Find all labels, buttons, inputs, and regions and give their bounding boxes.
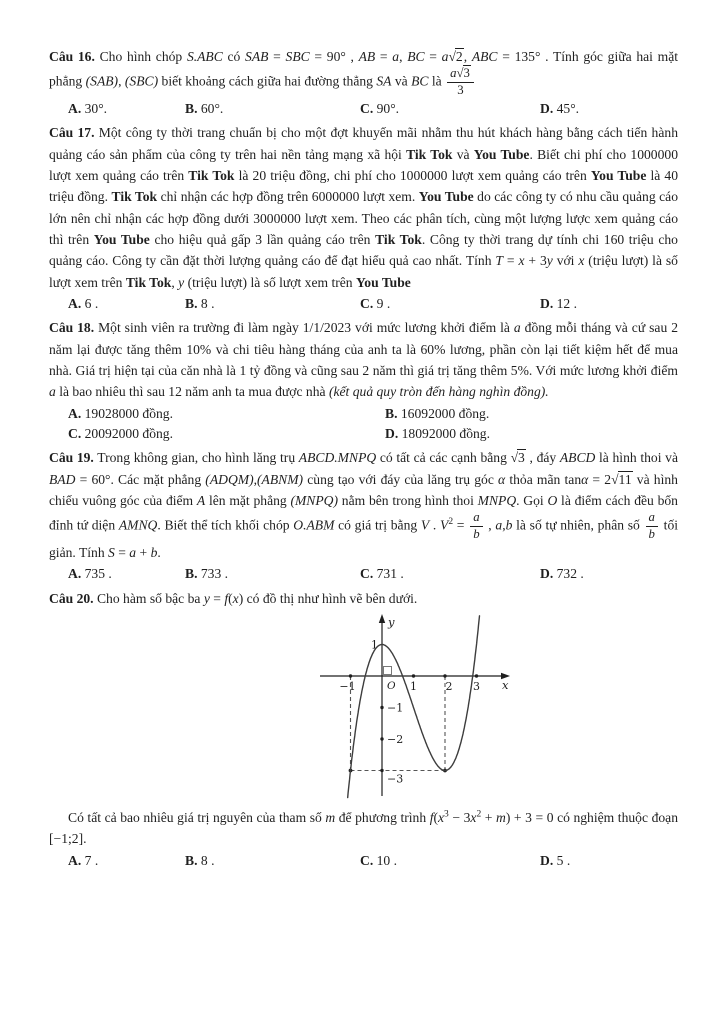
question-text: [49, 447, 678, 563]
text-run: a: [648, 510, 655, 525]
option-value: 8 .: [200, 852, 215, 868]
question-number: Câu 20.: [49, 590, 94, 606]
text-run: A: [196, 493, 206, 509]
text-run: là 20 triệu đồng, chi phí cho 1000000 lượt xem quảng cáo trên: [234, 168, 591, 183]
text-run: . Biết chi phí cho 1000000 lượt xem quảng cáo trên: [49, 146, 678, 183]
text-run: ,: [502, 517, 506, 533]
question-number: Câu 17.: [49, 125, 95, 141]
x-tick-dot: [411, 674, 414, 677]
option-letter: A.: [68, 405, 82, 421]
text-run: (triệu lượt) là số lượt xem trên: [49, 253, 678, 290]
text-run: có giá trị bằng: [334, 517, 421, 533]
option-letter: C.: [360, 566, 374, 582]
option-value: 7 .: [84, 852, 99, 868]
text-run: có tất cả các cạnh bằng: [376, 450, 511, 466]
text-run: =: [502, 253, 519, 269]
text-run: lên mặt phẳng: [205, 493, 291, 509]
sqrt-expression: [611, 471, 633, 487]
text-run: cùng tạo với đáy của lăng trụ góc: [303, 471, 499, 487]
radicand: 2: [455, 49, 463, 64]
text-run: b: [505, 517, 513, 533]
text-run: Tik Tok: [188, 168, 235, 183]
text-run: =: [375, 49, 393, 64]
option-value: 731 .: [376, 566, 404, 582]
text-run: ABCD.MNPQ: [298, 450, 377, 466]
text-run: Tik Tok: [375, 231, 422, 247]
option-A: [68, 404, 385, 424]
radical-icon: √: [456, 66, 463, 81]
option-letter: C.: [68, 426, 82, 442]
question-text: [49, 317, 678, 402]
text-run: − 3: [448, 810, 471, 826]
x-tick-label: −1: [338, 680, 356, 694]
fraction: [470, 511, 482, 542]
text-run: f: [429, 810, 434, 826]
option-value: 45°.: [556, 100, 580, 116]
text-run: x: [578, 253, 585, 269]
text-run: Tik Tok: [406, 146, 453, 162]
text-run: a: [392, 49, 400, 64]
question-20: [49, 588, 678, 871]
option-letter: B.: [185, 100, 198, 116]
text-run: b: [648, 527, 655, 542]
option-D: [540, 99, 678, 119]
question-text: [49, 122, 678, 293]
text-run: = 90° ,: [309, 49, 359, 64]
text-run: (triệu lượt) là số lượt xem trên: [184, 274, 356, 290]
text-run: = 60°. Các mặt phẳng: [75, 471, 206, 487]
text-run: Tik Tok: [111, 189, 158, 205]
option-letter: D.: [540, 566, 554, 582]
question-number: Câu 19.: [49, 450, 94, 466]
text-run: O.ABM: [293, 517, 335, 533]
text-run: α: [581, 471, 589, 487]
option-letter: A.: [68, 852, 82, 868]
text-run: thỏa mãn tan: [505, 471, 582, 487]
options-row: [49, 99, 678, 119]
superscript: 2: [448, 517, 454, 528]
option-letter: C.: [360, 100, 374, 116]
option-value: 20092000 đồng.: [84, 426, 173, 442]
option-letter: B.: [185, 295, 198, 311]
text-run: .: [429, 517, 441, 533]
figure-cubic-graph: [96, 612, 724, 804]
options-row: [49, 564, 678, 584]
fraction-numerator: [646, 511, 658, 526]
text-run: (: [228, 590, 233, 606]
text-run: Trong không gian, cho hình lăng trụ: [97, 450, 299, 466]
text-run: , đáy: [525, 450, 560, 466]
text-run: . Gọi: [516, 493, 548, 509]
option-D: [385, 424, 678, 444]
text-run: =: [268, 49, 286, 64]
text-run: là hình thoi và: [595, 450, 678, 466]
text-run: là bao nhiêu thì sau 12 năm anh ta mua được nhà: [55, 384, 329, 400]
option-letter: A.: [68, 566, 82, 582]
question-text-continued: [49, 807, 678, 850]
text-run: (ABNM): [257, 471, 304, 487]
text-run: =: [209, 590, 225, 606]
option-A: [68, 294, 185, 314]
text-run: 3: [457, 83, 464, 98]
text-run: ABCD: [559, 450, 596, 466]
text-run: (SBC): [124, 73, 159, 89]
sqrt-expression: [511, 449, 526, 465]
option-B: [185, 294, 360, 314]
text-run: b: [473, 527, 480, 542]
text-run: ,: [253, 471, 258, 487]
radicand: 3: [518, 450, 525, 466]
text-run: (kết quả quy tròn đến hàng nghìn đồng).: [328, 384, 549, 400]
fraction-numerator: [447, 67, 474, 82]
text-run: Một công ty thời trang chuẩn bị cho một đợt khuyến mãi nhằm thu hút khách hàng bằng cách tiến hành quảng cáo sản phẩm của công ty trên hai nền tảng mạng xã hội: [49, 125, 678, 162]
option-value: 5 .: [556, 852, 571, 868]
question-18: [49, 317, 678, 444]
text-run: You Tube: [473, 146, 530, 162]
text-run: có: [222, 49, 246, 64]
text-run: AMNQ: [118, 517, 158, 533]
text-run: Cho hình chóp: [99, 49, 187, 64]
text-run: +: [136, 545, 151, 561]
question-19: [49, 447, 678, 584]
cubic-function-graph: [307, 612, 515, 804]
text-run: +: [481, 810, 496, 826]
questions-container: [49, 46, 678, 874]
text-run: SAB: [245, 49, 269, 64]
text-run: nằm bên trong hình thoi: [338, 493, 478, 509]
text-run: You Tube: [93, 231, 150, 247]
fraction-denominator: [646, 526, 658, 542]
option-value: 12 .: [556, 295, 578, 311]
option-value: 18092000 đồng.: [401, 426, 490, 442]
option-value: 9 .: [376, 295, 391, 311]
text-run: S.ABC: [186, 49, 223, 64]
x-tick-dot: [474, 674, 477, 677]
option-value: 732 .: [556, 566, 584, 582]
option-letter: C.: [360, 852, 374, 868]
options-row: [49, 294, 678, 314]
text-run: BC: [407, 49, 425, 64]
option-A: [68, 564, 185, 584]
y-tick-label: −2: [386, 733, 403, 747]
x-tick-dot: [348, 674, 351, 677]
option-D: [540, 564, 678, 584]
text-run: a: [495, 517, 503, 533]
y-axis-arrow-icon: [378, 614, 384, 623]
text-run: S: [108, 545, 115, 561]
text-run: và: [452, 146, 474, 162]
sqrt-expression: [448, 48, 463, 64]
option-value: 90°.: [376, 100, 400, 116]
text-run: chỉ nhận các hợp đồng trên 6000000 lượt xem.: [157, 189, 419, 205]
superscript: 2: [476, 809, 482, 820]
right-angle-mark: [383, 667, 391, 675]
x-tick-dot: [443, 674, 446, 677]
text-run: a: [129, 545, 137, 561]
option-value: 733 .: [200, 566, 229, 582]
text-run: SBC: [285, 49, 310, 64]
text-run: để phương trình: [335, 810, 430, 826]
option-B: [185, 99, 360, 119]
option-letter: B.: [185, 566, 198, 582]
option-C: [360, 564, 540, 584]
text-run: O: [547, 493, 558, 509]
radical-icon: √: [510, 450, 518, 466]
question-number: Câu 18.: [49, 320, 95, 336]
text-run: V: [440, 517, 449, 533]
text-run: ,: [484, 517, 496, 533]
text-run: .: [157, 545, 161, 561]
superscript: 3: [444, 809, 449, 820]
sqrt-expression: [456, 65, 470, 80]
text-run: (MNPQ): [290, 493, 339, 509]
text-run: You Tube: [418, 189, 474, 205]
x-axis-label: x: [501, 678, 508, 693]
y-tick-dot: [380, 769, 383, 772]
question-text: [49, 588, 678, 609]
text-run: ,: [118, 73, 125, 89]
text-run: MNPQ: [477, 493, 517, 509]
text-run: ,: [171, 274, 179, 290]
option-letter: A.: [68, 295, 82, 311]
option-B: [185, 564, 360, 584]
option-value: 60°.: [200, 100, 224, 116]
option-C: [68, 424, 385, 444]
option-letter: B.: [385, 405, 398, 421]
text-run: và: [391, 73, 412, 89]
option-A: [68, 851, 185, 871]
text-run: T: [495, 253, 503, 269]
text-run: có đồ thị như hình vẽ bên dưới.: [243, 590, 418, 606]
fraction: [447, 67, 474, 98]
text-run: y: [546, 253, 553, 269]
text-run: a: [49, 384, 56, 400]
text-run: biết khoảng cách giữa hai đường thẳng: [158, 73, 377, 89]
x-tick-label: 2: [445, 680, 452, 694]
question-text: [49, 46, 678, 98]
fraction-numerator: [470, 511, 482, 526]
text-run: x: [518, 253, 525, 269]
fraction-denominator: [470, 526, 482, 542]
text-run: = 2: [588, 471, 612, 487]
origin-label: O: [386, 680, 396, 693]
text-run: f: [224, 590, 229, 606]
fraction-denominator: [447, 82, 474, 98]
option-value: 6 .: [84, 295, 99, 311]
text-run: (ADQM): [205, 471, 254, 487]
text-run: m: [325, 810, 336, 826]
text-run: y: [178, 274, 185, 290]
text-run: = 135° . Tính góc giữa hai mặt phẳng: [49, 49, 679, 89]
option-letter: A.: [68, 100, 82, 116]
question-number: Câu 16.: [49, 49, 95, 64]
text-run: a: [441, 49, 449, 64]
text-run: Có tất cả bao nhiêu giá trị nguyên của tham số: [68, 810, 326, 826]
text-run: . Công ty thời trang dự tính chi 160 triệu cho quảng cáo. Công ty cần đặt thời lượng quảng cáo để đạt hiểu quả cao nhất. Tính: [49, 231, 678, 269]
text-run: V: [420, 517, 430, 533]
option-C: [360, 294, 540, 314]
text-run: [−1;2]: [49, 831, 84, 847]
text-run: BAD: [49, 471, 76, 487]
text-run: cho hiệu quả gấp 3 lần quảng cáo trên: [149, 231, 376, 247]
text-run: với: [552, 253, 579, 269]
text-run: + 3 = 0 có nghiệm thuộc đoạn: [510, 810, 678, 826]
text-run: b: [150, 545, 158, 561]
text-run: x: [438, 810, 445, 826]
radical-icon: √: [611, 471, 618, 487]
option-value: 19028000 đồng.: [84, 405, 173, 421]
text-run: là 40 triệu đồng.: [49, 168, 678, 205]
radicand: 3: [463, 66, 470, 81]
text-run: ): [238, 590, 244, 606]
text-run: SA: [376, 73, 392, 89]
text-run: do các công ty có nhu cầu quảng cáo lớn nên chỉ nhận các hợp đồng dưới 3000000 lượt xem. Theo các phân tích, cùng một lượng lược xem quảng cáo thì trên: [49, 189, 678, 247]
option-D: [540, 294, 678, 314]
text-run: a: [450, 66, 457, 81]
option-letter: D.: [540, 295, 554, 311]
option-value: 30°.: [84, 100, 108, 116]
options-row: [49, 851, 678, 871]
option-B: [185, 851, 360, 871]
text-run: a: [473, 510, 480, 525]
option-letter: C.: [360, 295, 374, 311]
text-run: ,: [399, 49, 408, 64]
y-tick-label: −1: [386, 701, 403, 715]
text-run: (: [433, 810, 438, 826]
text-run: AB: [358, 49, 376, 64]
options-row: [49, 404, 678, 445]
text-run: ,: [463, 49, 472, 64]
option-value: 735 .: [84, 566, 112, 582]
option-C: [360, 99, 540, 119]
text-run: là số tự nhiên, phân số: [512, 517, 644, 533]
option-letter: D.: [540, 852, 554, 868]
option-C: [360, 851, 540, 871]
x-tick-label: 1: [409, 680, 417, 694]
text-run: x: [232, 590, 239, 606]
question-17: [49, 122, 678, 314]
y-tick-dot: [380, 737, 383, 740]
question-16: [49, 46, 678, 119]
y-tick-dot: [380, 706, 383, 709]
text-run: đồng mỗi tháng và cứ sau 2 năm lại được tăng thêm 10% và chi tiêu hàng tháng của anh ta là 60% lương, phần còn lại tiết kiệm hết để mua nhà. Giá trị hiện tại của căn nhà là 1 tỷ đồng và cũng sau 2 năm thì giá trị tăng thêm 5%. Với mức lương khởi điểm: [49, 320, 678, 379]
radical-icon: √: [448, 49, 455, 64]
text-run: You Tube: [356, 274, 411, 290]
text-run: Một sinh viên ra trường đi làm ngày 1/1/2023 với mức lương khởi điểm là: [98, 320, 514, 336]
text-run: .: [83, 831, 87, 847]
option-A: [68, 99, 185, 119]
text-run: là: [428, 73, 446, 89]
option-letter: D.: [385, 426, 399, 442]
text-run: Cho hàm số bậc ba: [96, 590, 204, 606]
option-letter: D.: [540, 100, 554, 116]
text-run: =: [424, 49, 442, 64]
text-run: (SAB): [85, 73, 119, 89]
text-run: là điểm cách đều bốn đỉnh tứ diện: [49, 493, 678, 533]
text-run: + 3: [524, 253, 547, 269]
text-run: y: [203, 590, 210, 606]
text-run: m: [495, 810, 506, 826]
option-B: [385, 404, 678, 424]
option-value: 8 .: [200, 295, 215, 311]
peak-value-label: 1: [370, 638, 378, 652]
text-run: x: [470, 810, 477, 826]
text-run: =: [453, 517, 469, 533]
fraction: [646, 511, 658, 542]
text-run: α: [498, 471, 506, 487]
text-run: =: [114, 545, 130, 561]
radicand: 11: [618, 471, 632, 487]
text-run: BC: [411, 73, 429, 89]
text-run: a: [513, 320, 521, 336]
option-letter: B.: [185, 852, 198, 868]
option-value: 10 .: [376, 852, 398, 868]
text-run: . Biết thể tích khối chóp: [157, 517, 294, 533]
text-run: ABC: [471, 49, 498, 64]
text-run: và hình chiếu vuông góc của điểm: [49, 471, 678, 509]
text-run: You Tube: [590, 168, 647, 183]
y-tick-label: −3: [386, 772, 403, 786]
y-axis-label: y: [387, 615, 394, 630]
option-D: [540, 851, 678, 871]
text-run: tối giản. Tính: [49, 517, 679, 561]
text-run: Tik Tok: [125, 274, 172, 290]
x-tick-label: 3: [472, 680, 480, 694]
option-value: 16092000 đồng.: [400, 405, 490, 421]
text-run: ): [505, 810, 511, 826]
